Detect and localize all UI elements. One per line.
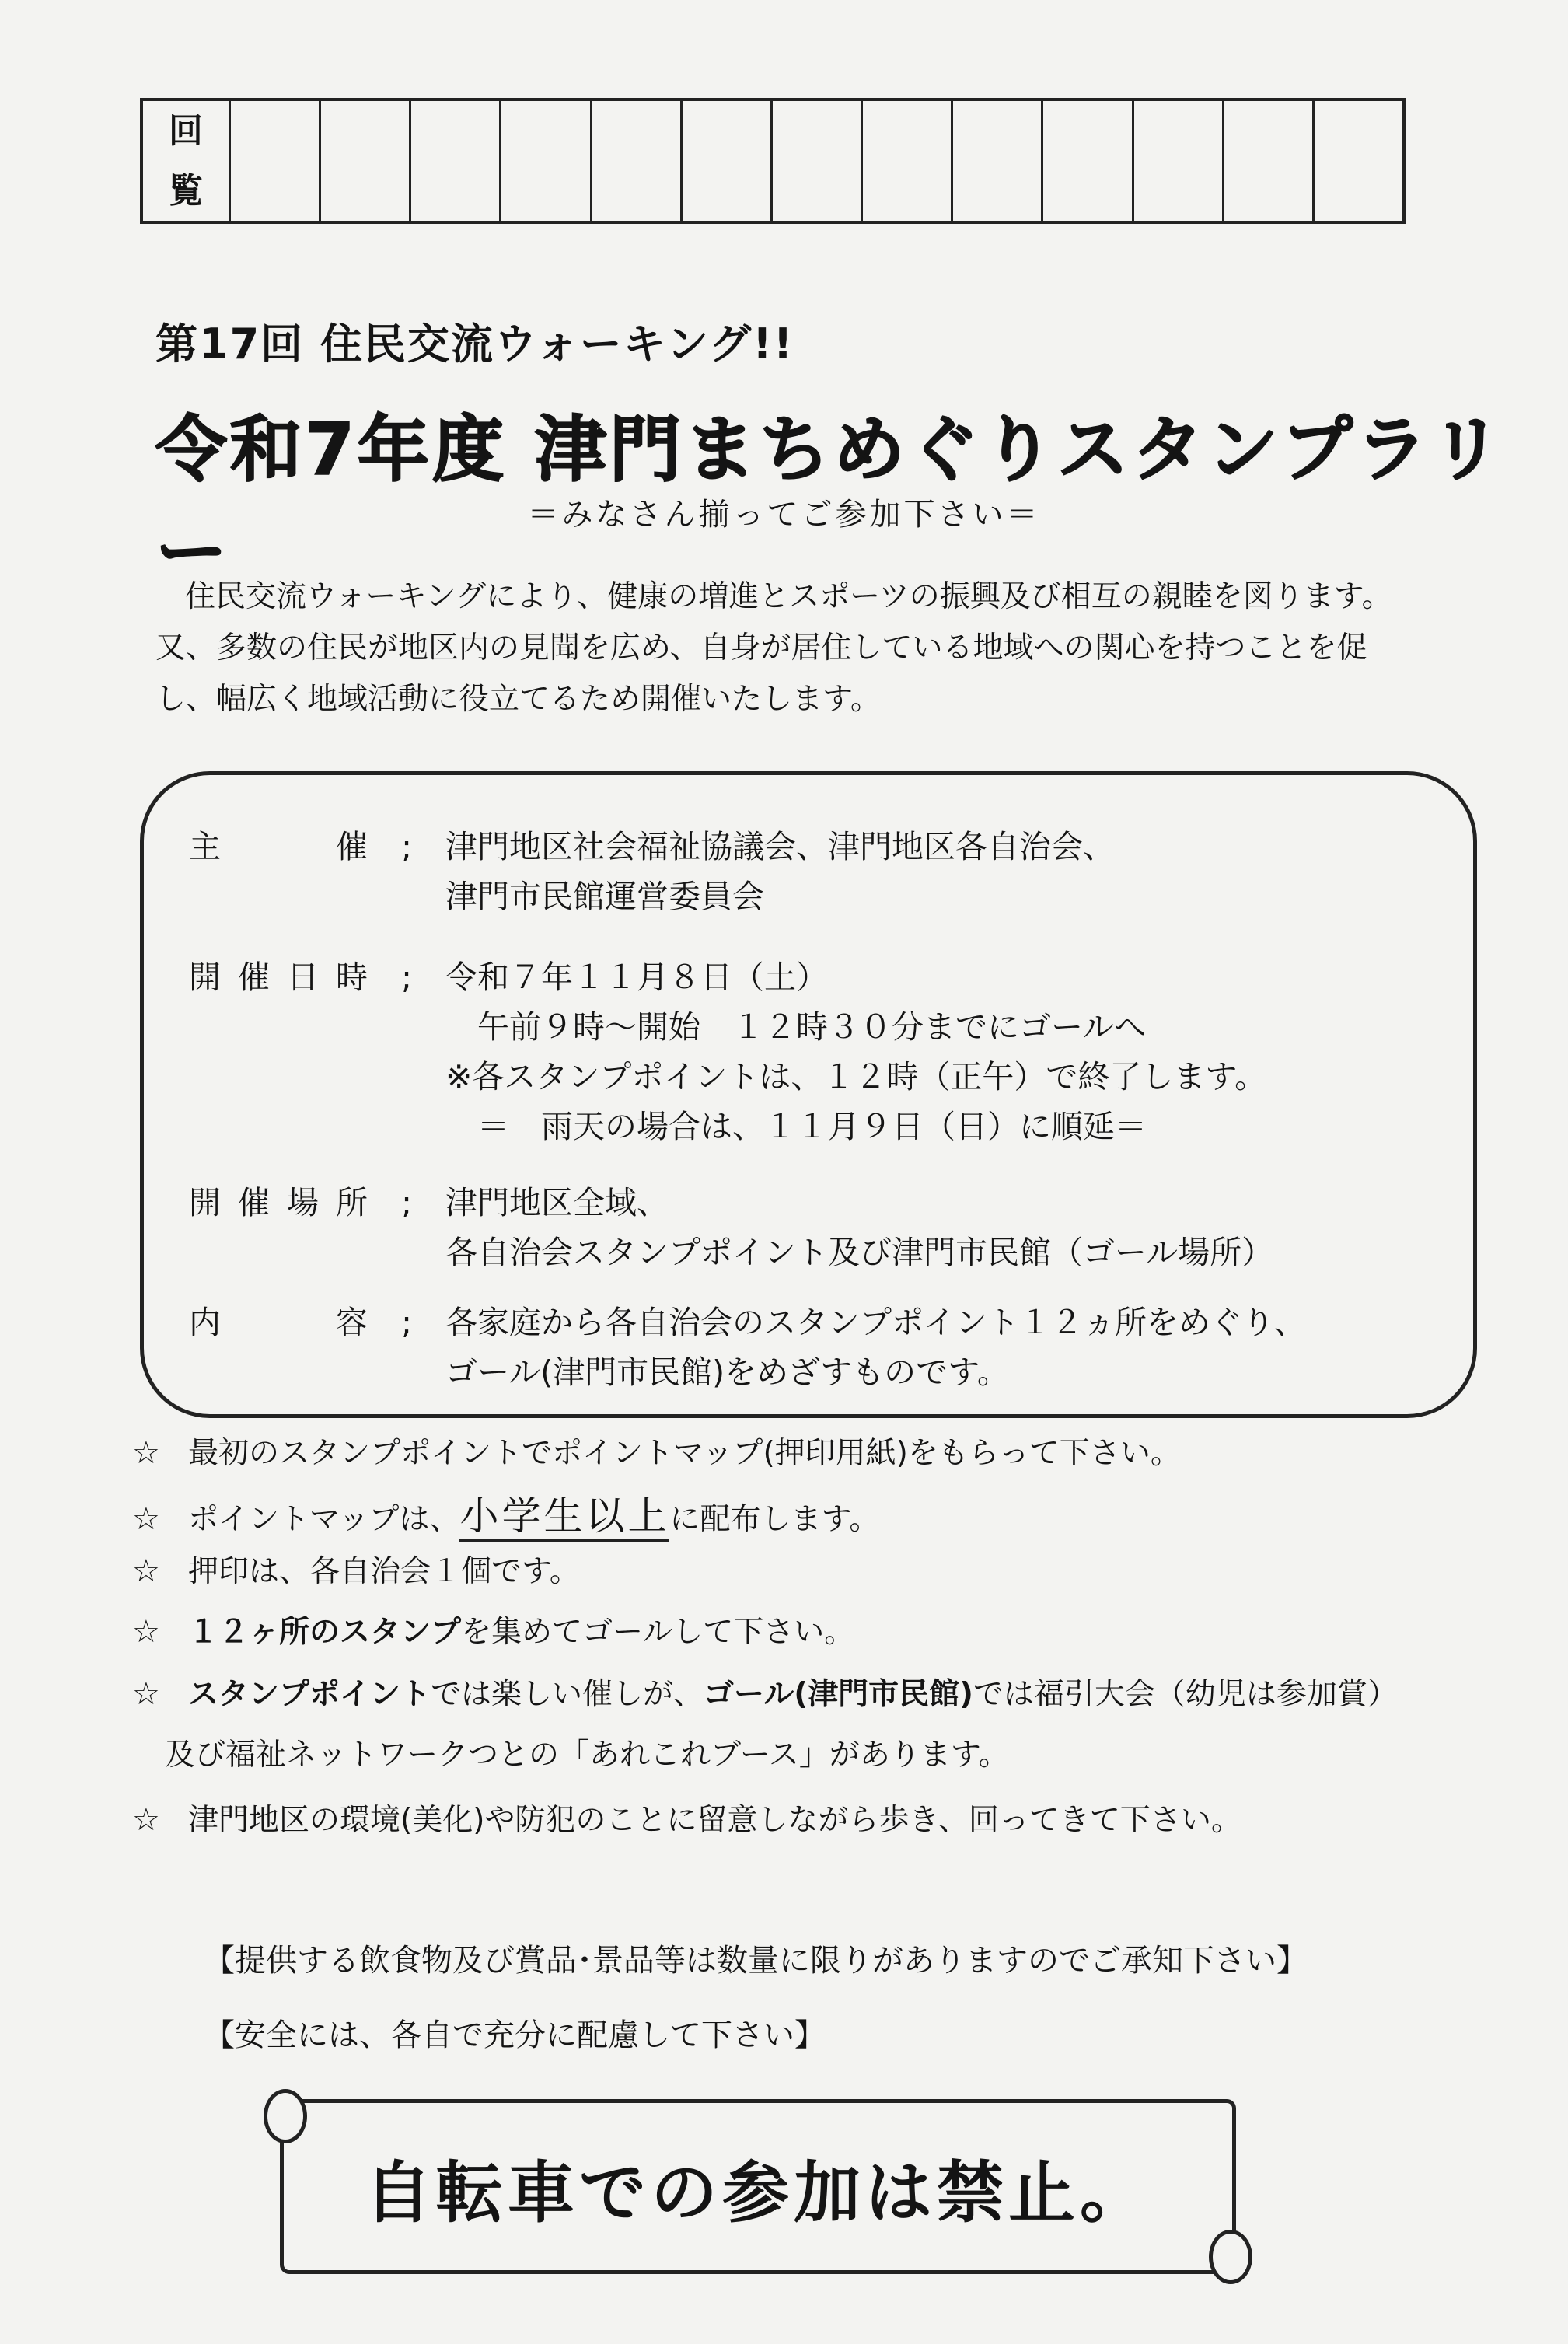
circulation-cell [1134,101,1224,221]
circulation-cell [231,101,321,221]
circulation-cell [863,101,953,221]
detail-line: 津門地区全域、 [445,1184,669,1221]
star-icon: ☆ [132,1435,160,1471]
scroll-curl-icon [1209,2230,1252,2284]
detail-line: 午前９時～開始 １２時３０分までにゴールへ [445,1008,1147,1046]
note-text: ポイントマップは、 [188,1502,460,1537]
detail-separator: ; [401,1184,412,1221]
circulation-cell [1043,101,1133,221]
detail-line: 令和７年１１月８日（土） [445,959,828,996]
event-title: 令和7年度 津門まちめぐりスタンプラリー [155,408,1506,594]
intro-line: し、幅広く地域活動に役立てるため開催いたします。 [155,682,881,717]
event-tagline: ＝みなさん揃ってご参加下さい＝ [527,497,1041,533]
circulation-label [143,101,231,221]
detail-place [189,1178,1273,1277]
note-text: 押印は、各自治会１個です。 [188,1554,580,1589]
intro-line: 住民交流ウォーキングにより、健康の増進とスポーツの振興及び相互の親睦を図ります。 [185,579,1392,614]
circulation-cell [411,101,501,221]
detail-line: 津門地区社会福祉協議会、津門地区各自治会、 [445,828,1115,865]
star-icon: ☆ [132,1802,160,1838]
bicycle-banner [280,2099,1236,2274]
detail-line: ゴール(津門市民館)をめざすものです。 [445,1354,1009,1391]
quantity-notice: 【提供する飲食物及び賞品･景品等は数量に限りがありますのでご承知下さい】 [204,1943,1308,1979]
detail-label: 開催場所 [189,1184,368,1221]
circulation-cell [1315,101,1402,221]
note-bold: １２ヶ所のスタンプ [188,1615,462,1650]
note-item [132,1796,1241,1839]
detail-line: ※各スタンプポイントは、１２時（正午）で終了します。 [445,1058,1267,1095]
note-item [132,1429,1181,1472]
note-text: では楽しい催しが、 [431,1677,704,1712]
circulation-cell [321,101,411,221]
note-text: では福引大会（幼児は参加賞） [973,1677,1398,1712]
circulation-cell [1224,101,1315,221]
detail-label: 主 催 [189,828,368,865]
note-bold: スタンプポイント [188,1677,431,1712]
note-item [132,1485,879,1541]
circulation-cell [953,101,1043,221]
detail-separator: ; [401,1304,412,1341]
details-box [140,771,1477,1418]
detail-label: 開催日時 [189,959,368,996]
circulation-cell [501,101,592,221]
detail-line: 各自治会スタンプポイント及び津門市民館（ゴール場所） [445,1234,1274,1271]
intro-line: 又、多数の住民が地区内の見聞を広め、自身が居住している地域への関心を持つことを促 [155,631,1367,665]
note-emphasis: 小学生以上 [459,1493,669,1542]
detail-content [189,1298,1306,1397]
intro-paragraph [155,571,1461,725]
note-bold: ゴール(津門市民館) [704,1677,973,1712]
note-text: 最初のスタンプポイントでポイントマップ(押印用紙)をもらって下さい。 [188,1436,1181,1471]
safety-notice: 【安全には、各自で充分に配慮して下さい】 [204,2017,826,2053]
circulation-cell [592,101,683,221]
star-icon: ☆ [132,1676,160,1712]
detail-separator: ; [401,959,412,996]
circulation-cell [773,101,863,221]
star-icon: ☆ [132,1614,160,1650]
note-continuation: 及び福祉ネットワークつとの「あれこれブース」があります。 [165,1738,1009,1773]
note-text: 津門地区の環境(美化)や防犯のことに留意しながら歩き、回ってきて下さい。 [188,1803,1241,1838]
star-icon: ☆ [132,1501,160,1537]
detail-label: 内 容 [189,1304,368,1341]
event-subtitle: 第17回 住民交流ウォーキング!! [155,320,794,369]
note-item [132,1608,854,1651]
note-text: を集めてゴールして下さい。 [461,1615,855,1650]
note-item [132,1670,1398,1713]
detail-separator: ; [401,828,412,865]
banner-text: 自転車での参加は禁止。 [365,2154,1151,2232]
circulation-label-top: 回 [169,110,203,151]
detail-line: ＝ 雨天の場合は、１１月９日（日）に順延＝ [445,1108,1147,1145]
detail-line: 津門市民館運営委員会 [445,878,764,915]
circulation-box [140,98,1406,224]
circulation-label-bottom: 覧 [169,170,203,211]
star-icon: ☆ [132,1553,160,1589]
detail-host [189,822,1115,921]
detail-date [189,952,1266,1151]
detail-line: 各家庭から各自治会のスタンプポイント１２ヵ所をめぐり、 [445,1304,1306,1341]
note-item [132,1547,580,1591]
note-text: に配布します。 [669,1502,880,1537]
circulation-cell [683,101,773,221]
scroll-curl-icon [264,2089,307,2143]
